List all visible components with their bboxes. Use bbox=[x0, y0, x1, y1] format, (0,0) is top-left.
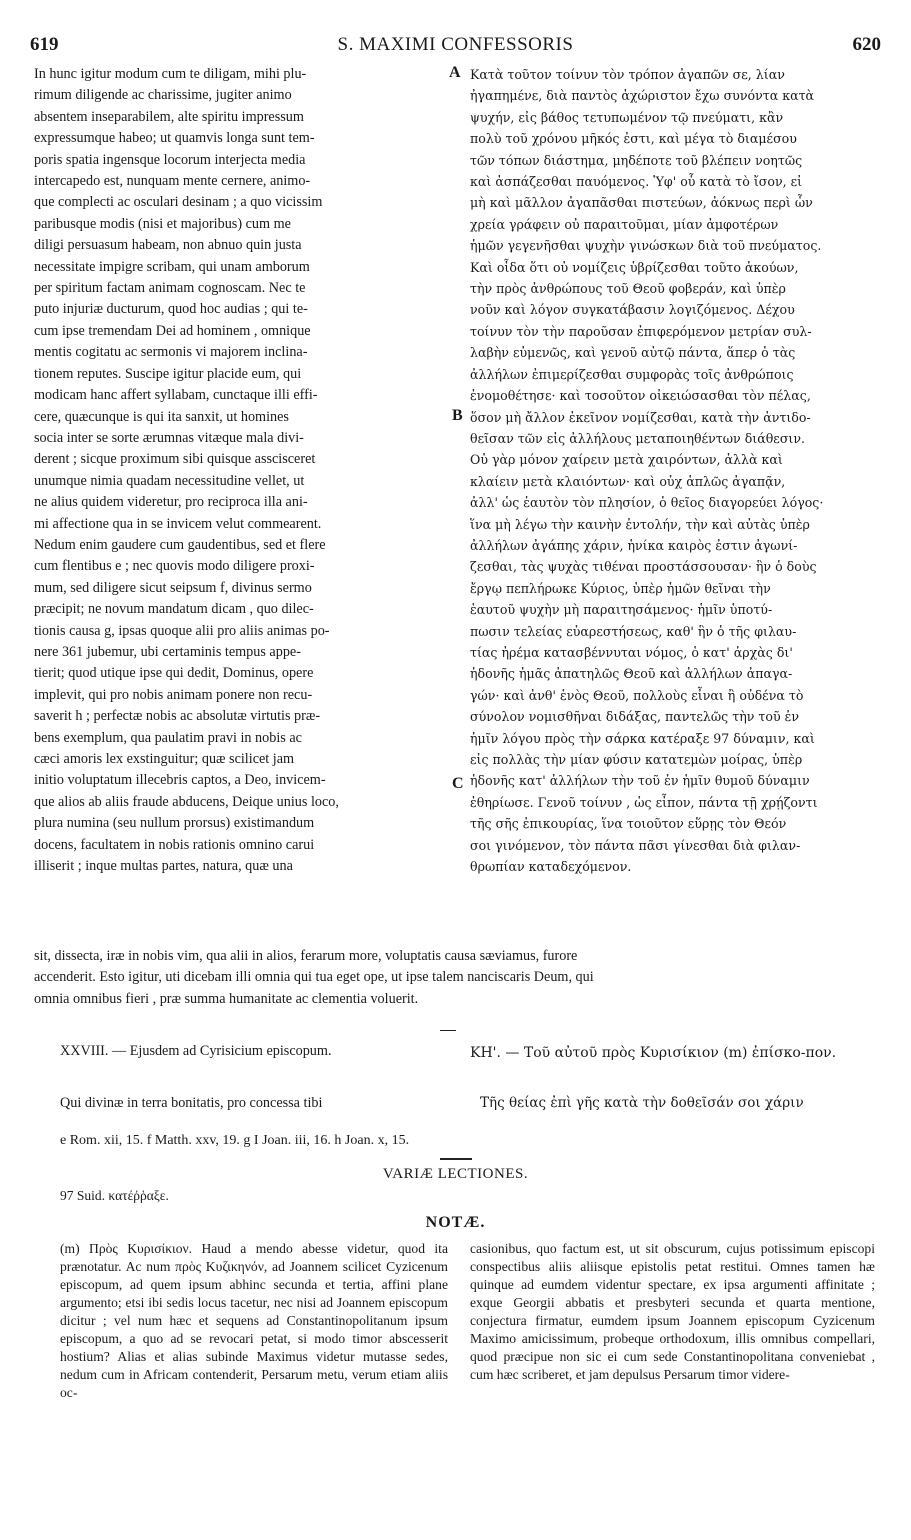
latin-text-line: saverit h ; perfectæ nobis ac absolutæ virtutis præ- bbox=[34, 708, 321, 725]
latin-text-line: intercapedo est, nunquam mente cernere, animo- bbox=[34, 173, 311, 190]
page-number-left: 619 bbox=[30, 34, 59, 55]
greek-text-line: ψυχήν, εἰς βάθος τετυπωμένον τῷ πνεύματι, κἂν bbox=[470, 109, 784, 125]
latin-text-line: diligi persuasum habeam, non abnuo quin justa bbox=[34, 237, 302, 254]
latin-text-line: poris spatia ingensque locorum interjecta media bbox=[34, 151, 306, 168]
greek-text-line: πωσιν τελείας εὐαρεστήσεως, καθ' ἣν ὁ τῆς φιλαυ- bbox=[470, 623, 797, 639]
greek-letter-start: Τῆς θείας ἐπὶ γῆς κατὰ τὴν δοθεῖσάν σοι χάριν bbox=[480, 1095, 804, 1111]
greek-text-line: ὅσον μὴ ἄλλον ἐκεῖνον νομίζεσθαι, κατὰ τὴν ἀντιδο- bbox=[470, 409, 811, 425]
greek-text-line: ἡδονῆς κατ' ἀλλήλων τὴν τοῦ ἐν ἡμῖν θυμοῦ δύναμιν bbox=[470, 773, 810, 789]
latin-text-line: nere 361 jubemur, ubi certaminis tempus appe- bbox=[34, 643, 301, 660]
margin-letter-b: B bbox=[452, 407, 463, 424]
latin-letter-heading: XXVIII. — Ejusdem ad Cyrisicium episcopum. bbox=[60, 1043, 332, 1059]
greek-text-line: καὶ ἀσπάζεσθαι παυόμενος. Ὑφ' οὗ κατὰ τὸ ἴσον, εἰ bbox=[470, 174, 803, 190]
greek-column bbox=[470, 64, 875, 877]
latin-text-line: præcipit; ne novum mandatum dicam , quo dilec- bbox=[34, 601, 314, 618]
separator-rule bbox=[440, 1158, 472, 1160]
latin-text-line: rimum diligende ac charissime, jugiter animo bbox=[34, 87, 292, 104]
latin-text-line: ne alius quidem videretur, pro reciproca illa ani- bbox=[34, 494, 308, 511]
full-text-line: sit, dissecta, iræ in nobis vim, qua alii in alios, ferarum more, voluptatis causa sæviamus, furore bbox=[34, 948, 578, 964]
latin-text-line: unumque nimia quadam necessitudine vellet, ut bbox=[34, 472, 305, 489]
greek-text-line: ἐνομοθέτησε· καὶ τοσοῦτον οἰκειώσασθαι τὸν πέλας, bbox=[470, 388, 811, 404]
scripture-references: e Rom. xii, 15. f Matth. xxv, 19. g I Joan. iii, 16. h Joan. x, 15. bbox=[60, 1133, 410, 1148]
latin-text-line: cæci amoris lex exstinguitur; quæ scilicet jam bbox=[34, 751, 295, 767]
margin-letter-c: C bbox=[452, 775, 464, 792]
greek-text-line: Οὐ γὰρ μόνον χαίρειν μετὰ χαιρόντων, ἀλλὰ καὶ bbox=[470, 452, 783, 468]
latin-text-line: que complecti ac osculari desinam ; a quo vicissim bbox=[34, 194, 323, 211]
latin-text-line: socia inter se sorte ærumnas vitæque mala divi- bbox=[34, 429, 304, 446]
greek-text-line: ἠγαπημένε, διὰ παντὸς ἀχώριστον ἔχω συνόντα κατὰ bbox=[470, 88, 815, 104]
greek-text-line: ἡμῖν λόγου πρὸς τὴν σάρκα κατέραξε 97 δύναμιν, καὶ bbox=[470, 730, 815, 746]
greek-text-line: τῆς σῆς ἐπικουρίας, ἵνα τοιοῦτον εὕρῃς τὸν Θεόν bbox=[470, 816, 787, 832]
full-text-line: omnia omnibus fieri , præ summa humanitate ac clementia voluerit. bbox=[34, 990, 419, 1007]
greek-text-line: μὴ καὶ μᾶλλον ἀγαπᾶσθαι πιστεύων, ἀόκνως περὶ ὧν bbox=[470, 195, 813, 211]
variant-reading: 97 Suid. κατέῤῥαξε. bbox=[60, 1188, 169, 1203]
latin-text-line: cere, quæcunque is qui ita sanxit, ut homines bbox=[34, 408, 289, 425]
greek-text-line: τὴν πρὸς ἀνθρώπους τοῦ Θεοῦ φοβεράν, καὶ ὑπὲρ bbox=[470, 281, 786, 297]
greek-text-line: χρεία γράφειν οὐ παραιτοῦμαι, μίαν ἀμφοτέρων bbox=[470, 216, 779, 232]
latin-text-line: modicam hanc affert syllabam, cunctaque illi effi- bbox=[34, 387, 318, 404]
greek-text-line: Κατὰ τοῦτον τοίνυν τὸν τρόπον ἀγαπῶν σε, λίαν bbox=[470, 67, 785, 82]
latin-text-line: Nedum enim gaudere cum gaudentibus, sed et flere bbox=[34, 536, 326, 553]
latin-letter-start: Qui divinæ in terra bonitatis, pro concessa tibi bbox=[60, 1095, 323, 1111]
greek-text-line: εἰς πολλὰς τὴν μίαν φύσιν κατατεμὼν μοίρας, ὑπὲρ bbox=[470, 752, 803, 767]
latin-text-line: initio voluptatum illecebris captos, a Deo, invicem- bbox=[34, 772, 326, 789]
latin-text-line: mi affectione qua in se invicem velut commearent. bbox=[34, 515, 322, 532]
full-text-line: accenderit. Esto igitur, uti dicebam illi omnia qui tua eget ope, ut ipse talem nanciscaris Deum, qui bbox=[34, 969, 594, 986]
latin-text-line: necessitate impigre scribam, qui unam amborum bbox=[34, 258, 310, 275]
greek-text-line: τοίνυν τὸν τὴν παροῦσαν ἐπιφερόμενον μετρίαν συλ- bbox=[470, 323, 812, 339]
latin-text-line: tionem reputes. Suscipe igitur placide eum, qui bbox=[34, 365, 302, 382]
greek-text-line: τίας ἠρέμα κατασβέννυται νόμος, ὁ κατ' ἀρχὰς δι' bbox=[470, 644, 793, 660]
latin-text-line: implevit, qui pro nobis animam ponere non recu- bbox=[34, 686, 313, 703]
latin-text-line: puto injuriæ ducturum, quod hoc audias ; qui te- bbox=[34, 301, 308, 318]
greek-text-line: σοι γινόμενον, τὸν πάντα πᾶσι γίνεσθαι διὰ φιλαν- bbox=[470, 837, 801, 853]
latin-text-line: cum ipse tremendam Dei ad hominem , omnique bbox=[34, 322, 311, 339]
latin-text-line: In hunc igitur modum cum te diligam, mihi plu- bbox=[34, 66, 307, 82]
greek-text-line: ἡμῶν γεγενῆσθαι ψυχὴν γινώσκων διὰ τοῦ πνεύματος. bbox=[470, 238, 822, 254]
greek-text-line: ἵνα μὴ λέγω τὴν καινὴν ἐντολήν, τὴν καὶ αὐτὰς ὑπὲρ bbox=[470, 516, 810, 532]
separator-dash bbox=[440, 1030, 456, 1031]
greek-text-line: Καὶ οἶδα ὅτι οὐ νομίζεις ὑβρίζεσθαι τοῦτο ἀκούων, bbox=[470, 259, 799, 275]
note-left-column: (m) Πρὸς Κυρισίκιον. Haud a mendo abesse videtur, quod ita prænotatur. Ac num πρὸς Κυζικηνόν, ad Joannem scilicet Cyzicenum episcopum, ad quem ipsum abhinc secunda et tertia, affini plane argumento; etsi ibi sedis locus tacetur, nec nisi ad Joannem episcopum dicitur ; vel num hæc et sequens ad Constantinopolitanum ipsum episcopum, a quo ad se revocari petat, si modo timor abscesserit hostium? Alias et alias subinde Maximus videtur mutasse sedes, nedum cum in Africam contenderit, Persarum metu, verum etiam aliis oc- bbox=[60, 1241, 448, 1400]
greek-text-line: ἀλλ' ὡς ἑαυτὸν τὸν πλησίον, ὁ θεῖος διαγορεύει λόγος· bbox=[470, 495, 824, 511]
greek-letter-heading: ΚΗ'. — Τοῦ αὐτοῦ πρὸς Κυρισίκιον (m) ἐπίσκο-πον. bbox=[470, 1045, 837, 1061]
margin-letter-a: A bbox=[449, 64, 461, 81]
note-right-column: casionibus, quo factum est, ut sit obscurum, cujus potissimum episcopi conspectibus aliis aliisque epistolis petat restitui. Omnes tamen hæ quinque ad eumdem videntur spectare, ex ipsa argumenti affinitate ; exque Georgii abbatis et presbyteri secunda et quarta mentione, conjectura firmatur, eumdem ipsum Joannem episcopum Cyzicenum Maximo amicissimum, probeque orthodoxum, illis omnibus compellari, quod præcipue non sic ei cum sede Constantinopolitana conveniebat , cum hæc scriberet, et jam depulsus Persarum timor videre- bbox=[470, 1241, 875, 1382]
latin-text-line: tierit; quod utique ipse qui dedit, Dominus, opere bbox=[34, 665, 314, 682]
latin-text-line: que alios ab aliis fraude abducens, Deique unius loco, bbox=[34, 793, 339, 810]
greek-text-line: ἐθηρίωσε. Γενοῦ τοίνυν , ὡς εἶπον, πάντα τῇ χρῄζοντι bbox=[470, 794, 818, 810]
latin-text-line: cum flentibus e ; nec quovis modo diligere proxi- bbox=[34, 558, 315, 575]
greek-text-line: γών· καὶ ἀνθ' ἑνὸς Θεοῦ, πολλοὺς εἶναι ἢ οὐδένα τὸ bbox=[470, 687, 804, 703]
latin-text-line: bens exemplum, qua paulatim pravi in nobis ac bbox=[34, 729, 302, 746]
latin-text-line: derent ; sicque proximum sibi quisque asscisceret bbox=[34, 451, 316, 468]
latin-text-line: expressumque habeo; ut quamvis longa sunt tem- bbox=[34, 130, 315, 147]
notae-heading: NOTÆ. bbox=[425, 1214, 486, 1231]
greek-text-line: τῶν τόπων διάστημα, μηδέποτε τοῦ βλέπειν νοητῶς bbox=[470, 152, 803, 168]
latin-text-line: mum, sed diligere sicut seipsum f, divinus sermo bbox=[34, 579, 312, 596]
latin-text-line: tionis causa g, ipsas quoque alii pro aliis animas po- bbox=[34, 622, 330, 639]
page-number-right: 620 bbox=[852, 34, 881, 55]
latin-text-line: docens, facultatem in nobis rationis omnino carui bbox=[34, 836, 315, 853]
greek-text-line: ἔργῳ πεπλήρωκε Κύριος, ὑπὲρ ἡμῶν θεῖναι τὴν bbox=[470, 580, 771, 596]
latin-text-line: illiserit ; inque multas partes, natura, quæ una bbox=[34, 858, 293, 875]
variae-lectiones-heading: VARIÆ LECTIONES. bbox=[382, 1166, 529, 1182]
greek-text-line: νοῦν καὶ λόγον συγκατάβασιν λογιζόμενος. Δέχου bbox=[470, 302, 795, 318]
latin-text-line: per spiritum factam animam cognoscam. Nec te bbox=[34, 280, 306, 297]
greek-text-line: σύνολον νομισθῆναι διδάξας, παντελῶς τὴν τοῦ ἐν bbox=[470, 709, 800, 725]
running-header bbox=[30, 34, 881, 60]
latin-text-line: plura numina (seu nullum prorsus) existimandum bbox=[34, 815, 315, 832]
greek-text-line: θρωπίαν καταδεχόμενον. bbox=[470, 859, 632, 875]
greek-text-line: κλαίειν μετὰ κλαιόντων· καὶ οὐχ ἁπλῶς ἀγαπᾷν, bbox=[470, 473, 786, 489]
running-title: S. MAXIMI CONFESSORIS bbox=[337, 34, 574, 55]
latin-text-line: paribusque modis (nisi et majoribus) cum me bbox=[34, 215, 291, 232]
full-width-paragraph bbox=[34, 946, 876, 1010]
greek-text-line: ἀλλήλων ἐπιμερίζεσθαι συμφορὰς τοῖς ἀνθρώποις bbox=[470, 366, 794, 382]
latin-text-line: absentem inseparabilem, alte spiritu impressum bbox=[34, 108, 304, 125]
greek-text-line: πολὺ τοῦ χρόνου μῆκός ἐστι, καὶ μέγα τὸ διαμέσου bbox=[470, 131, 797, 147]
latin-column bbox=[34, 64, 440, 877]
greek-text-line: ἡδονῆς ἡμᾶς ἀπατηλῶς Θεοῦ καὶ ἀλλήλων ἀπαγα- bbox=[470, 666, 793, 682]
greek-text-line: ἀλλήλων ἀγάπης χάριν, ἡνίκα καιρὸς ἐστιν ἀγωνί- bbox=[470, 537, 798, 553]
greek-text-line: ἑαυτοῦ ψυχὴν μὴ παραιτησάμενος· ἡμῖν ὑποτύ- bbox=[470, 602, 773, 618]
latin-text-line: mentis cogitatu ac sermonis vi majorem inclina- bbox=[34, 344, 308, 361]
greek-text-line: λαβὴν εὐμενῶς, καὶ γενοῦ αὐτῷ πάντα, ἅπερ ὁ τὰς bbox=[470, 345, 796, 361]
greek-text-line: θεῖσαν τῶν εἰς ἀλλήλους μεταποιηθέντων διάθεσιν. bbox=[470, 430, 806, 446]
greek-text-line: ζεσθαι, τὰς ψυχὰς τιθέναι προστάσσουσαν· ἣν ὁ δοὺς bbox=[470, 559, 817, 575]
